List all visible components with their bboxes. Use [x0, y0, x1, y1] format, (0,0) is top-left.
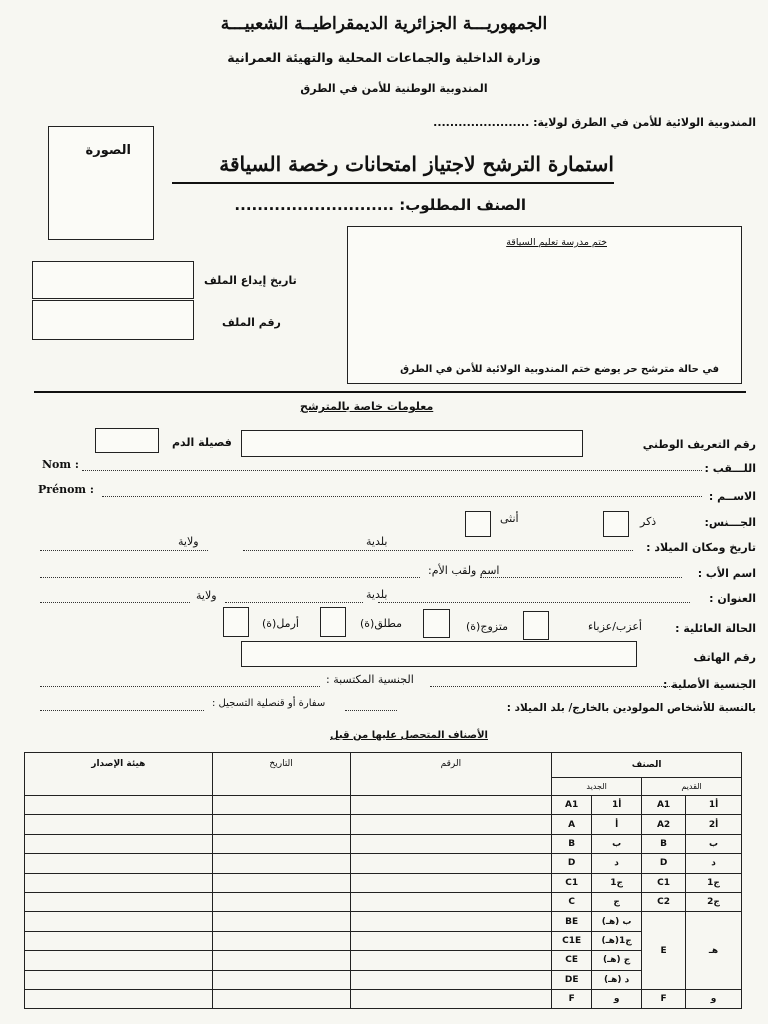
- new-arabic-cell: ج: [592, 892, 642, 911]
- new-arabic-cell: أ: [592, 815, 642, 834]
- birth-label: تاريخ ومكان الميلاد :: [646, 541, 756, 554]
- old-latin-cell: B: [642, 834, 686, 853]
- date-cell[interactable]: [212, 970, 350, 989]
- old-arabic-cell: د: [686, 854, 742, 873]
- widowed-label: أرمل(ة): [262, 617, 299, 630]
- new-latin-cell: BE: [552, 912, 592, 931]
- married-label: متزوج(ة): [466, 620, 509, 633]
- birth-commune-line[interactable]: [243, 550, 633, 551]
- number-cell[interactable]: [350, 951, 552, 970]
- address-line[interactable]: [378, 602, 690, 603]
- date-cell[interactable]: [212, 931, 350, 950]
- authority-cell[interactable]: [25, 815, 213, 834]
- abroad-line[interactable]: [345, 710, 397, 711]
- mother-label: اسم ولقب الأم:: [428, 564, 500, 577]
- authority-cell[interactable]: [25, 912, 213, 931]
- acq-nat-line[interactable]: [40, 686, 320, 687]
- free-candidate-note: في حالة مترشح حر يوضع ختم المندوبية الولائية للأمن في الطرق: [400, 364, 719, 375]
- authority-cell[interactable]: [25, 854, 213, 873]
- address-middle-line[interactable]: [225, 602, 363, 603]
- new-arabic-cell: ج (هـ): [592, 951, 642, 970]
- old-arabic-cell: أ2: [686, 815, 742, 834]
- old-latin-cell: E: [642, 912, 686, 990]
- national-office: المندوبية الوطنية للأمن في الطرق: [300, 82, 488, 95]
- new-latin-cell: A1: [552, 796, 592, 815]
- marital-label: الحالة العائلية :: [675, 622, 756, 635]
- old-latin-cell: C1: [642, 873, 686, 892]
- female-checkbox[interactable]: [465, 511, 491, 537]
- republic-title: الجمهوريـــة الجزائرية الديمقراطيــة الشعبيـــة: [220, 14, 548, 34]
- phone-label: رقم الهاتف: [693, 651, 756, 664]
- table-row: [25, 912, 742, 931]
- table-row: [25, 951, 742, 970]
- date-cell[interactable]: [212, 989, 350, 1008]
- authority-header: هيئة الإصدار: [25, 753, 213, 796]
- address-wilaya-line[interactable]: [40, 602, 190, 603]
- licences-table: [24, 752, 742, 1009]
- date-cell[interactable]: [212, 951, 350, 970]
- authority-cell[interactable]: [25, 892, 213, 911]
- consulate-line[interactable]: [40, 710, 204, 711]
- new-arabic-cell: د: [592, 854, 642, 873]
- new-latin-cell: A: [552, 815, 592, 834]
- nom-ar-label: اللـــقب :: [704, 462, 756, 475]
- divorced-checkbox[interactable]: [320, 607, 346, 637]
- male-checkbox[interactable]: [603, 511, 629, 537]
- new-arabic-cell: ب (هـ): [592, 912, 642, 931]
- divorced-label: مطلق(ة): [360, 617, 403, 630]
- father-line[interactable]: [480, 577, 682, 578]
- school-stamp-box: [347, 226, 742, 384]
- birth-wilaya-line[interactable]: [40, 550, 208, 551]
- title-underline: [172, 182, 614, 184]
- old-arabic-cell: و: [686, 989, 742, 1008]
- prenom-line[interactable]: [102, 496, 702, 497]
- father-label: اسم الأب :: [697, 567, 756, 580]
- phone-field[interactable]: [241, 641, 637, 667]
- number-cell[interactable]: [350, 892, 552, 911]
- table-row: [25, 873, 742, 892]
- orig-nat-label: الجنسية الأصلية :: [663, 678, 756, 691]
- wilaya-office: المندوبية الولائية للأمن في الطرق لولاية: .......................: [433, 116, 756, 129]
- date-cell[interactable]: [212, 815, 350, 834]
- birth-commune-label: بلدية: [366, 535, 388, 548]
- table-row: [25, 796, 742, 815]
- address-wilaya-label: ولاية: [196, 589, 217, 602]
- new-latin-cell: B: [552, 834, 592, 853]
- blood-group-label: فصيلة الدم: [172, 436, 232, 449]
- new-latin-cell: F: [552, 989, 592, 1008]
- male-label: ذكر: [640, 515, 657, 528]
- nom-line[interactable]: [82, 470, 702, 471]
- nin-field[interactable]: [241, 430, 583, 457]
- date-cell[interactable]: [212, 873, 350, 892]
- old-arabic-cell: هـ: [686, 912, 742, 990]
- table-row: [25, 989, 742, 1008]
- date-cell[interactable]: [212, 834, 350, 853]
- mother-line[interactable]: [40, 577, 420, 578]
- new-latin-cell: C: [552, 892, 592, 911]
- authority-cell[interactable]: [25, 951, 213, 970]
- ministry-title: وزارة الداخلية والجماعات المحلية والتهيئة العمرانية: [227, 50, 541, 65]
- authority-cell[interactable]: [25, 796, 213, 815]
- date-cell[interactable]: [212, 796, 350, 815]
- table-row: [25, 931, 742, 950]
- table-row: [25, 970, 742, 989]
- address-label: العنوان :: [709, 592, 756, 605]
- old-latin-cell: D: [642, 854, 686, 873]
- new-arabic-cell: أ1: [592, 796, 642, 815]
- photo-label: الصورة: [85, 143, 131, 158]
- number-cell[interactable]: [350, 989, 552, 1008]
- number-header: الرقم: [350, 753, 552, 796]
- date-cell[interactable]: [212, 854, 350, 873]
- sex-label: الجـــنس:: [704, 516, 756, 529]
- new-latin-cell: DE: [552, 970, 592, 989]
- single-checkbox[interactable]: [523, 611, 549, 640]
- new-header: الجديد: [552, 778, 642, 796]
- number-cell[interactable]: [350, 815, 552, 834]
- number-cell[interactable]: [350, 873, 552, 892]
- prenom-ar-label: الاســم :: [708, 490, 756, 503]
- category-header: الصنف: [552, 753, 742, 778]
- authority-cell[interactable]: [25, 970, 213, 989]
- table-row: [25, 854, 742, 873]
- new-latin-cell: CE: [552, 951, 592, 970]
- abroad-label: بالنسبة للأشخاص المولودين بالخارج/ بلد الميلاد :: [506, 702, 756, 714]
- old-arabic-cell: ب: [686, 834, 742, 853]
- number-cell[interactable]: [350, 912, 552, 931]
- new-latin-cell: C1E: [552, 931, 592, 950]
- address-commune-label: بلدية: [366, 588, 388, 601]
- number-cell[interactable]: [350, 834, 552, 853]
- consulate-label: سفارة أو قنصلية التسجيل :: [212, 698, 326, 709]
- widowed-checkbox[interactable]: [223, 607, 249, 637]
- table-row: [25, 815, 742, 834]
- deposit-date-label: تاريخ إيداع الملف: [204, 274, 297, 287]
- file-number-field[interactable]: [32, 300, 194, 340]
- date-cell[interactable]: [212, 912, 350, 931]
- form-title: استمارة الترشح لاجتياز امتحانات رخصة السياقة: [219, 152, 614, 176]
- female-label: أنثى: [500, 512, 519, 525]
- single-label: أعزب/عزباء: [588, 620, 642, 633]
- old-arabic-cell: أ1: [686, 796, 742, 815]
- category-requested[interactable]: الصنف المطلوب: ............................: [234, 196, 526, 214]
- old-header: القديم: [642, 778, 742, 796]
- new-arabic-cell: د (هـ): [592, 970, 642, 989]
- authority-cell[interactable]: [25, 931, 213, 950]
- new-arabic-cell: ج1(هـ): [592, 931, 642, 950]
- old-latin-cell: A2: [642, 815, 686, 834]
- new-arabic-cell: ب: [592, 834, 642, 853]
- authority-cell[interactable]: [25, 834, 213, 853]
- acq-nat-label: الجنسية المكتسبة :: [326, 673, 414, 686]
- section-divider: [34, 391, 746, 393]
- number-cell[interactable]: [350, 854, 552, 873]
- nin-label: رقم التعريف الوطني: [642, 438, 756, 451]
- birth-wilaya-label: ولاية: [178, 535, 199, 548]
- nom-fr-label: Nom :: [42, 458, 79, 471]
- authority-cell[interactable]: [25, 873, 213, 892]
- old-latin-cell: C2: [642, 892, 686, 911]
- married-checkbox[interactable]: [423, 609, 450, 638]
- table-row: [25, 834, 742, 853]
- file-number-label: رقم الملف: [222, 316, 281, 329]
- photo-box: [48, 126, 154, 240]
- prenom-fr-label: Prénom :: [38, 483, 94, 496]
- old-latin-cell: A1: [642, 796, 686, 815]
- old-latin-cell: F: [642, 989, 686, 1008]
- orig-nat-line[interactable]: [430, 686, 672, 687]
- new-arabic-cell: ج1: [592, 873, 642, 892]
- blood-group-field[interactable]: [95, 428, 159, 453]
- old-arabic-cell: ج2: [686, 892, 742, 911]
- number-cell[interactable]: [350, 970, 552, 989]
- date-header: التاريخ: [212, 753, 350, 796]
- table-row: [25, 892, 742, 911]
- new-latin-cell: C1: [552, 873, 592, 892]
- number-cell[interactable]: [350, 796, 552, 815]
- school-stamp-title: ختم مدرسة تعليم السياقة: [506, 237, 607, 248]
- old-arabic-cell: ج1: [686, 873, 742, 892]
- number-cell[interactable]: [350, 931, 552, 950]
- new-latin-cell: D: [552, 854, 592, 873]
- authority-cell[interactable]: [25, 989, 213, 1008]
- date-cell[interactable]: [212, 892, 350, 911]
- section-title: معلومات خاصة بالمترشح: [300, 400, 434, 413]
- new-arabic-cell: و: [592, 989, 642, 1008]
- deposit-date-field[interactable]: [32, 261, 194, 299]
- licences-title: الأصناف المتحصل عليها من قبل: [330, 730, 488, 741]
